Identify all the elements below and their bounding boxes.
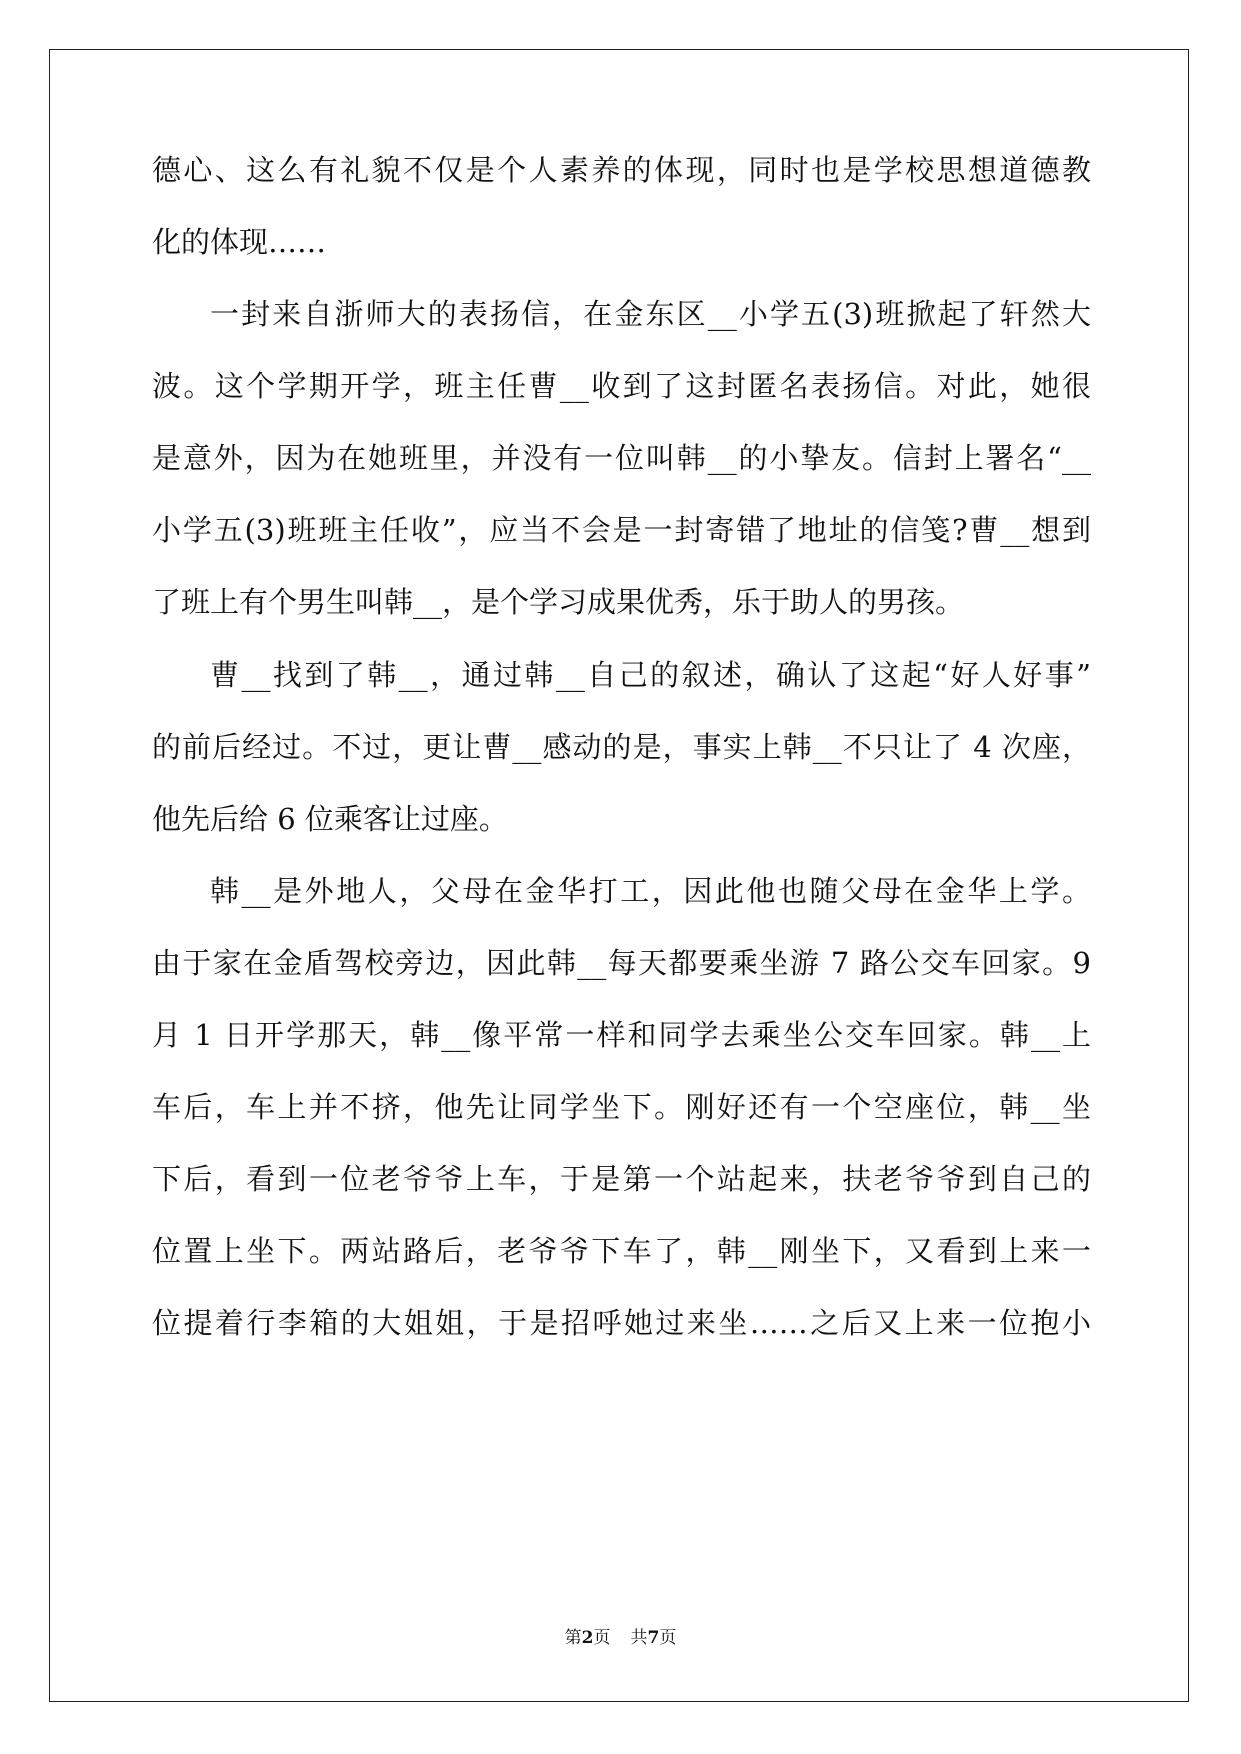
text-line: 下后，看到一位老爷爷上车，于是第一个站起来，扶老爷爷到自己的 [152, 1162, 1091, 1196]
text-line: 由于家在金盾驾校旁边，因此韩__每天都要乘坐游 7 路公交车回家。9 [152, 946, 1091, 980]
text-line: 车后，车上并不挤，他先让同学坐下。刚好还有一个空座位，韩__坐 [152, 1090, 1091, 1124]
text-line: 了班上有个男生叫韩__，是个学习成果优秀，乐于助人的男孩。 [152, 585, 965, 619]
current-page-number: 2 [581, 1628, 594, 1648]
paragraph-first-line: 一封来自浙师大的表扬信，在金东区__小学五(3)班掀起了轩然大 [210, 297, 1091, 331]
text-line: 小学五(3)班班主任收”，应当不会是一封寄错了地址的信笺?曹__想到 [152, 513, 1091, 547]
text-line: 他先后给 6 位乘客让过座。 [152, 802, 508, 836]
paragraph-first-line: 韩__是外地人，父母在金华打工，因此他也随父母在金华上学。 [210, 874, 1091, 908]
page-footer [0, 1627, 1241, 1649]
text-line: 化的体现…… [152, 225, 327, 259]
text-line: 德心、这么有礼貌不仅是个人素养的体现，同时也是学校思想道德教 [152, 153, 1091, 187]
page-suffix: 页 [593, 1628, 611, 1648]
text-line: 位提着行李箱的大姐姐，于是招呼她过来坐……之后又上来一位抱小 [152, 1306, 1091, 1340]
total-page-number: 7 [647, 1628, 660, 1648]
page-prefix: 第 [564, 1628, 582, 1648]
text-line: 位置上坐下。两站路后，老爷爷下车了，韩__刚坐下，又看到上来一 [152, 1234, 1091, 1268]
total-suffix: 页 [659, 1628, 677, 1648]
text-line: 波。这个学期开学，班主任曹__收到了这封匿名表扬信。对此，她很 [152, 369, 1091, 403]
paragraph-first-line: 曹__找到了韩__，通过韩__自己的叙述，确认了这起“好人好事” [210, 658, 1091, 692]
text-line: 月 1 日开学那天，韩__像平常一样和同学去乘坐公交车回家。韩__上 [152, 1018, 1091, 1052]
text-line: 的前后经过。不过，更让曹__感动的是，事实上韩__不只让了 4 次座， [152, 730, 1091, 764]
text-line: 是意外，因为在她班里，并没有一位叫韩__的小挚友。信封上署名“__ [152, 441, 1091, 475]
total-prefix: 共 [630, 1628, 648, 1648]
